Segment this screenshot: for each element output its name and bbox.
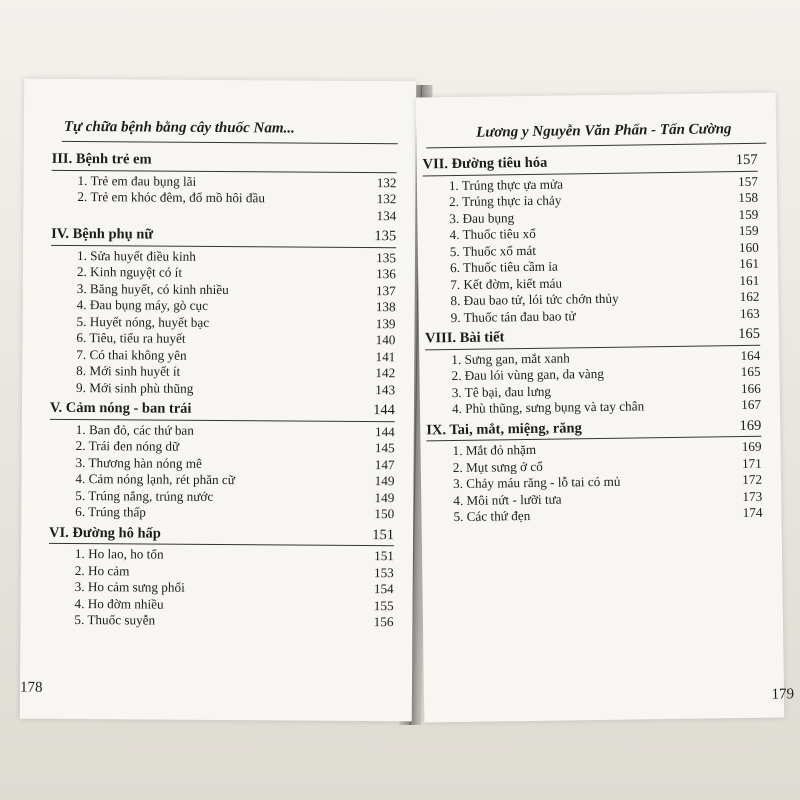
table-of-contents bbox=[422, 148, 762, 526]
entry-label: 4. Cảm nóng lạnh, rét phăn cữ bbox=[75, 471, 235, 488]
section-title: VII. Đường tiêu hóa bbox=[422, 154, 548, 173]
section-heading bbox=[426, 417, 761, 438]
entry-page-number: 140 bbox=[375, 332, 396, 348]
entry-page-number: 151 bbox=[374, 548, 394, 564]
entry-page-number: 138 bbox=[375, 299, 396, 315]
entry-page-number: 172 bbox=[742, 471, 763, 488]
entry-label: 1. Trẻ em đau bụng lãi bbox=[77, 172, 197, 189]
section-page-number: 157 bbox=[735, 151, 758, 169]
section-heading bbox=[50, 400, 395, 419]
entry-label: 2. Trái đen nóng dữ bbox=[75, 438, 180, 454]
entry-page-number: 173 bbox=[742, 488, 763, 504]
entry-label: 8. Mới sinh huyết ít bbox=[76, 363, 181, 379]
entry-page-number: 144 bbox=[374, 423, 395, 439]
toc-entry bbox=[51, 189, 396, 208]
entry-page-number: 161 bbox=[739, 255, 760, 272]
right-page bbox=[416, 93, 795, 723]
entry-label: 2. Ho cảm bbox=[74, 562, 130, 578]
entry-label: 4. Phù thũng, sưng bụng và tay chân bbox=[451, 398, 645, 417]
section-title: VI. Đường hô hấp bbox=[49, 524, 161, 542]
entry-page-number: 132 bbox=[376, 174, 397, 190]
entry-page-number: 132 bbox=[376, 191, 397, 207]
entry-label: 5. Huyết nóng, huyết bạc bbox=[76, 313, 210, 330]
entry-page-number: 153 bbox=[373, 564, 394, 580]
entry-label: 6. Trúng thấp bbox=[75, 504, 146, 520]
entry-label: 1. Mắt đỏ nhặm bbox=[452, 441, 537, 459]
entry-label: 4. Môi nứt - lưỡi tưa bbox=[453, 491, 562, 508]
toc-entry bbox=[427, 505, 762, 526]
entry-page-number: 147 bbox=[374, 456, 395, 472]
entry-page-number: 139 bbox=[375, 315, 396, 331]
entry-label: 1. Sửa huyết điều kinh bbox=[76, 247, 196, 264]
entry-label: 9. Mới sinh phù thũng bbox=[76, 379, 194, 396]
toc-section bbox=[51, 151, 396, 224]
toc-entry bbox=[425, 305, 760, 326]
running-head: Lương y Nguyễn Văn Phấn - Tấn Cường bbox=[476, 121, 732, 141]
entry-page-number: 145 bbox=[374, 440, 395, 456]
entry-page-number: 134 bbox=[376, 207, 397, 223]
entry-page-number: 165 bbox=[740, 363, 761, 380]
entry-label: 2. Trẻ em khóc đêm, đổ mồ hôi đầu bbox=[77, 189, 266, 206]
entry-label: 4. Đau bụng máy, gò cục bbox=[76, 297, 209, 313]
entry-page-number: 159 bbox=[738, 222, 759, 239]
entry-page-number: 141 bbox=[375, 348, 396, 364]
section-heading bbox=[52, 151, 397, 170]
toc-section bbox=[48, 524, 394, 630]
section-title: IV. Bệnh phụ nữ bbox=[51, 225, 154, 243]
entry-page-number: 137 bbox=[375, 282, 396, 298]
section-page-number: 165 bbox=[738, 325, 761, 343]
entry-label: 5. Các thứ đẹn bbox=[453, 507, 531, 525]
entry-page-number: 166 bbox=[740, 380, 761, 396]
entry-label: 2. Đau lói vùng gan, da vàng bbox=[451, 365, 604, 384]
entry-page-number: 156 bbox=[373, 614, 394, 630]
toc-entry bbox=[49, 504, 394, 523]
entry-label: 3. Tê bại, đau lưng bbox=[451, 383, 552, 400]
entry-page-number: 149 bbox=[374, 473, 395, 489]
entry-page-number: 154 bbox=[373, 581, 394, 597]
entry-page-number: 174 bbox=[742, 504, 763, 521]
entry-page-number: 167 bbox=[741, 396, 762, 413]
toc-entry bbox=[50, 379, 395, 398]
table-of-contents bbox=[48, 147, 396, 631]
toc-section bbox=[426, 417, 762, 526]
section-page-number: 144 bbox=[373, 402, 395, 419]
section-page-number: 169 bbox=[739, 417, 762, 434]
entry-label: 4. Thuốc tiêu xổ bbox=[449, 225, 536, 243]
toc-section bbox=[422, 152, 759, 327]
section-title: VIII. Bài tiết bbox=[424, 329, 505, 347]
section-title: V. Cảm nóng - ban trái bbox=[49, 399, 192, 417]
entry-page-number: 162 bbox=[739, 288, 760, 305]
entry-label: 6. Thuốc tiêu cầm ỉa bbox=[449, 258, 558, 276]
entry-label: 8. Đau bao tử, lói tức chớn thủy bbox=[450, 290, 619, 309]
entry-page-number: 159 bbox=[738, 206, 759, 222]
entry-page-number: 149 bbox=[374, 489, 395, 505]
entry-label: 7. Kết đờm, kiết máu bbox=[450, 275, 563, 292]
section-title: III. Bệnh trẻ em bbox=[51, 150, 152, 168]
entry-page-number: 171 bbox=[741, 455, 762, 471]
left-page bbox=[20, 79, 416, 722]
entry-page-number: 143 bbox=[375, 381, 396, 397]
entry-label: 1. Trúng thực ựa mửa bbox=[448, 175, 564, 193]
entry-label: 5. Thuốc suyễn bbox=[74, 612, 156, 628]
entry-label: 6. Tiêu, tiểu ra huyết bbox=[76, 330, 186, 346]
entry-label: 2. Kinh nguyệt có ít bbox=[76, 264, 183, 280]
entry-label: 7. Có thai không yên bbox=[76, 346, 187, 363]
entry-page-number: 142 bbox=[375, 365, 396, 381]
toc-entry bbox=[51, 205, 396, 224]
entry-page-number: 163 bbox=[739, 305, 760, 321]
entry-label: 1. Ho lao, ho tổn bbox=[74, 546, 164, 562]
toc-section bbox=[49, 400, 395, 523]
page-number: 179 bbox=[771, 686, 795, 703]
toc-section bbox=[50, 226, 396, 398]
toc-entry bbox=[48, 612, 393, 631]
entry-label: 9. Thuốc tán đau bao tử bbox=[450, 307, 576, 325]
entry-page-number: 150 bbox=[374, 506, 395, 522]
entry-page-number: 158 bbox=[738, 189, 759, 206]
entry-label: 3. Đau bụng bbox=[449, 209, 515, 226]
entry-label: 4. Ho đờm nhiều bbox=[74, 595, 164, 612]
section-heading bbox=[422, 152, 757, 173]
entry-label: 1. Sưng gan, mắt xanh bbox=[451, 349, 570, 367]
entry-label: 3. Thương hàn nóng mê bbox=[75, 454, 202, 471]
entry-page-number: 155 bbox=[373, 597, 394, 613]
page-number: 178 bbox=[19, 679, 43, 696]
entry-page-number: 136 bbox=[376, 266, 396, 282]
entry-label: 3. Ho cảm sưng phổi bbox=[74, 579, 185, 595]
header-rule bbox=[62, 141, 398, 144]
entry-page-number: 164 bbox=[740, 347, 761, 363]
entry-label: 2. Mụt sưng ở cổ bbox=[452, 458, 543, 475]
entry-page-number: 169 bbox=[741, 438, 762, 455]
entry-label: 2. Trúng thực ỉa chảy bbox=[449, 192, 562, 210]
entry-label: 3. Chảy máu răng - lỗ tai có mủ bbox=[452, 473, 621, 492]
running-head: Tự chữa bệnh bằng cây thuốc Nam... bbox=[63, 118, 295, 137]
section-title: IX. Tai, mắt, miệng, răng bbox=[426, 419, 582, 438]
entry-page-number: 157 bbox=[737, 173, 758, 189]
toc-entry bbox=[426, 397, 761, 418]
section-heading bbox=[51, 226, 396, 245]
section-page-number: 135 bbox=[374, 228, 397, 245]
entry-label: 3. Băng huyết, có kinh nhiều bbox=[76, 280, 229, 297]
entry-page-number: 161 bbox=[739, 272, 760, 288]
section-page-number: 151 bbox=[372, 526, 395, 543]
entry-page-number: 160 bbox=[738, 239, 759, 255]
entry-label: 5. Trúng nắng, trúng nước bbox=[75, 487, 214, 504]
entry-label: 5. Thuốc xổ mát bbox=[449, 242, 537, 259]
entry-page-number: 135 bbox=[376, 249, 397, 265]
section-heading bbox=[425, 326, 760, 347]
section-heading bbox=[49, 524, 394, 543]
entry-label: 1. Ban đỏ, các thứ ban bbox=[75, 421, 194, 438]
toc-section bbox=[425, 326, 761, 418]
